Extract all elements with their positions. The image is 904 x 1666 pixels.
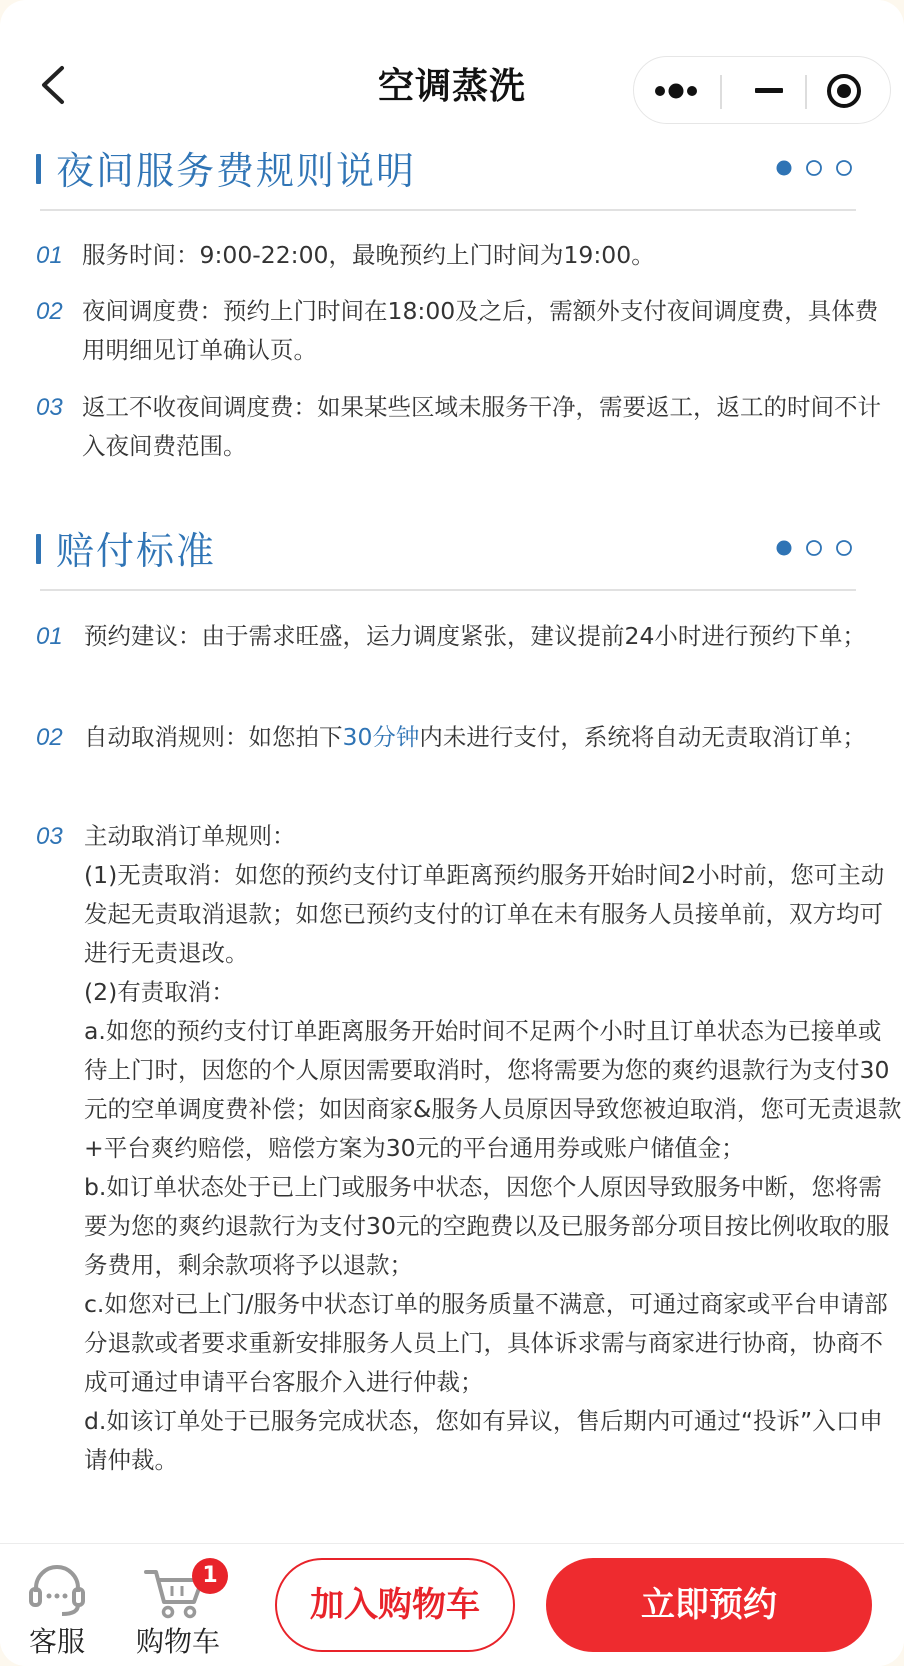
item-text: 返工不收夜间调度费：如果某些区域未服务干净，需要返工，返工的时间不计入夜间费范围。	[82, 393, 881, 460]
rule-line: (1)无责取消：如您的预约支付订单距离预约服务开始时间2小时前，您可主动发起无责取消退款；如您已预约支付的订单在未有服务人员接单前，双方均可进行无责退改。	[84, 861, 885, 967]
more-dots-icon	[652, 69, 712, 113]
rule-line: b.如订单状态处于已上门或服务中状态，因您个人原因导致服务中断，您将需要为您的爽约退款行为支付30元的空跑费以及已服务部分项目按比例收取的服务费用，剩余款项将予以退款；	[84, 1173, 890, 1279]
capsule-divider	[720, 75, 722, 109]
item-number: 01	[36, 242, 63, 269]
item-number: 02	[36, 298, 63, 325]
minimize-button[interactable]	[744, 71, 794, 111]
divider	[40, 209, 856, 211]
section-title: 夜间服务费规则说明	[56, 149, 417, 193]
divider	[40, 589, 856, 591]
rule-line: c.如您对已上门/服务中状态订单的服务质量不满意，可通过商家或平台申请部分退款或者要求重新安排服务人员上门，具体诉求需与商家进行协商，协商不成可通过申请平台客服介入进行仲裁；	[84, 1290, 888, 1396]
mini-program-capsule	[633, 56, 891, 124]
capsule-divider	[805, 75, 807, 109]
section-accent-bar	[36, 534, 41, 564]
item-number: 02	[36, 724, 63, 751]
section-header-night-fee	[36, 140, 856, 200]
section-title: 赔付标准	[56, 529, 217, 573]
minimize-icon	[744, 71, 794, 111]
nav-header	[0, 0, 904, 140]
item-number: 03	[36, 394, 63, 421]
cart-label: 购物车	[135, 1625, 220, 1658]
highlight-30min: 30分钟	[342, 723, 420, 751]
rule-line: a.如您的预约支付订单距离服务开始时间不足两个小时且订单状态为已接单或待上门时，因您的个人原因需要取消时，您将需要为您的爽约退款行为支付30元的空单调度费补偿；如因商家&服务人员原因导致您被迫取消，您可无责退款+平台爽约赔偿，赔偿方案为30元的平台通用券或账户储值金；	[84, 1017, 902, 1162]
item-text-part: 自动取消规则：如您拍下	[84, 723, 343, 751]
rule-line: 主动取消订单规则：	[84, 822, 296, 850]
item-text: 服务时间：9:00-22:00，最晚预约上门时间为19:00。	[82, 241, 655, 269]
rule-line: d.如该订单处于已服务完成状态，您如有异议，售后期内可通过“投诉”入口申请仲裁。	[84, 1407, 883, 1474]
record-close-icon	[817, 67, 877, 115]
section-header-compensation	[36, 520, 856, 580]
customer-service-label: 客服	[28, 1625, 85, 1658]
headset-icon	[22, 1562, 92, 1618]
page-indicator-dots	[766, 156, 856, 180]
page-indicator-dots	[766, 536, 856, 560]
cart-count-badge: 1	[192, 1558, 228, 1594]
bottom-action-bar	[0, 1543, 904, 1666]
item-number: 03	[36, 823, 63, 850]
rule-line: (2)有责取消：	[84, 978, 235, 1006]
item-text-block	[84, 817, 902, 1480]
add-to-cart-button[interactable]: 加入购物车	[275, 1558, 515, 1652]
page-title: 空调蒸洗	[377, 66, 526, 107]
item-text	[84, 718, 902, 757]
item-text: 夜间调度费：预约上门时间在18:00及之后，需额外支付夜间调度费，具体费用明细见订单确认页。	[82, 297, 879, 364]
item-text: 预约建议：由于需求旺盛，运力调度紧张，建议提前24小时进行预约下单；	[84, 622, 866, 650]
customer-service-button[interactable]	[22, 1562, 92, 1662]
book-now-button[interactable]: 立即预约	[546, 1558, 872, 1652]
item-text-part: 内未进行支付，系统将自动无责取消订单；	[419, 723, 866, 751]
cart-button[interactable]	[128, 1558, 228, 1662]
section-accent-bar	[36, 154, 41, 184]
item-number: 01	[36, 623, 63, 650]
close-button[interactable]	[817, 67, 877, 115]
